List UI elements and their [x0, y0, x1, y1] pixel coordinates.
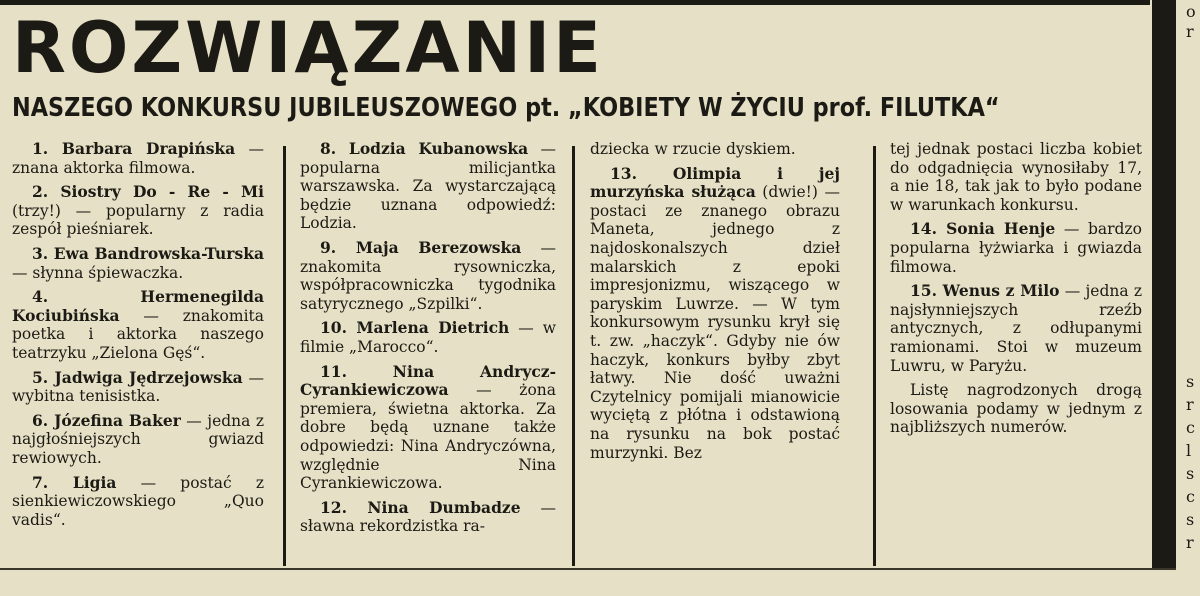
margin-letter: s — [1186, 464, 1195, 483]
answer-name: 5. Jadwiga Jędrzejowska — [32, 367, 243, 387]
answer-description: — słynna śpiewaczka. — [12, 263, 184, 282]
answer-name: 12. Nina Dumbadze — [320, 497, 521, 517]
answer-description: — postać z sienkiewiczowskiego „Quo vadis“. — [12, 473, 264, 529]
margin-letter: s — [1186, 510, 1195, 529]
column-divider — [283, 146, 286, 566]
column-4 — [890, 140, 1142, 570]
text-paragraph — [590, 140, 840, 159]
answer-entry — [890, 220, 1142, 276]
margin-letter: l — [1186, 441, 1192, 460]
column-divider — [572, 146, 575, 566]
answer-description: — jedna z najgłośniejszych gwiazd rewiowych. — [12, 411, 264, 467]
answer-description: (trzy!) — popularny z radia zespół pieśniarek. — [12, 201, 264, 239]
answer-name: 13. Olimpia i jej murzyńska służąca — [590, 163, 840, 202]
answer-description: — bardzo popularna łyżwiarka i gwiazda filmowa. — [890, 220, 1142, 276]
answer-description: tej jednak postaci liczba kobiet do odgadnięcia wynosiłaby 17, a nie 18, tak jak to było podane w warunkach konkursu. — [890, 140, 1142, 214]
text-paragraph — [890, 381, 1142, 437]
answer-description: — wybitna tenisistka. — [12, 368, 264, 406]
answer-entry — [12, 412, 264, 468]
answer-entry — [300, 363, 556, 493]
answer-entry — [12, 288, 264, 362]
answer-name: 2. Siostry Do - Re - Mi — [32, 182, 264, 202]
answer-description: — żona premiera, świetna aktorka. Za dobre będą uznane także odpowiedzi: Nina Andryczówna, względnie Nina Cyrankiewiczowa. — [300, 381, 556, 493]
answer-name: 3. Ewa Bandrowska-Turska — [32, 243, 264, 263]
answer-description: — w filmie „Marocco“. — [300, 319, 556, 356]
answer-name: 4. Hermenegilda Kociubińska — [12, 287, 264, 325]
answer-description: — sławna rekordzistka ra- — [300, 498, 556, 536]
answer-entry — [300, 239, 556, 313]
answer-name: 8. Lodzia Kubanowska — [320, 140, 529, 158]
margin-letter: r — [1186, 533, 1194, 552]
answer-entry — [12, 140, 264, 177]
answer-entry — [12, 183, 264, 239]
answer-name: 9. Maja Berezowska — [320, 237, 522, 257]
top-border — [0, 0, 1150, 5]
answer-name: 1. Barbara Drapińska — [32, 140, 236, 158]
answer-entry — [300, 499, 556, 536]
answer-description: (dwie!) — postaci ze znanego obrazu Maneta, jednego z najdoskonalszych dzieł malarskich z epoki impresjonizmu, wiszącego w paryskim Luwrze. — W tym konkursowym rysunku krył się t. zw. „haczyk“. Gdyby nie ów haczyk, konkurs byłby zbyt łatwy. Nie dość uważni Czytelnicy pomijali mianowicie wyciętą z płótna i odstawioną na rysunku na bok postać murzynki. Bez — [590, 183, 840, 462]
answer-description: — jedna z najsłynniejszych rzeźb antycznych, z odłupanymi ramionami. Stoi w muzeum Luwru, w Paryżu. — [890, 282, 1142, 375]
answer-name: 14. Sonia Henje — [910, 219, 1056, 239]
answer-entry — [590, 165, 840, 463]
page-title: ROZWIĄZANIE — [12, 7, 604, 89]
answer-name: 15. Wenus z Milo — [910, 281, 1060, 301]
answer-description: dziecka w rzucie dyskiem. — [590, 140, 796, 158]
answer-entry — [12, 369, 264, 406]
answer-description: — znana aktorka filmowa. — [12, 140, 264, 177]
page-subtitle: NASZEGO KONKURSU JUBILEUSZOWEGO pt. „KOBIETY W ŻYCIU prof. FILUTKA“ — [12, 93, 1000, 123]
margin-letter: c — [1186, 487, 1195, 506]
answer-entry — [300, 319, 556, 356]
answer-name: 11. Nina Andrycz-Cyrankiewiczowa — [300, 361, 556, 400]
answer-name: 10. Marlena Dietrich — [320, 318, 510, 338]
margin-letter: s — [1186, 372, 1195, 391]
answer-entry — [300, 140, 556, 233]
answer-description: — popularna milicjantka warszawska. Za wystarczającą będzie uznana odpowiedź: Lodzia. — [300, 140, 556, 233]
column-1 — [12, 140, 264, 570]
text-paragraph — [890, 140, 1142, 214]
column-3 — [590, 140, 840, 570]
answer-name: 7. Ligia — [32, 472, 117, 492]
answer-entry — [890, 282, 1142, 375]
answer-entry — [12, 474, 264, 530]
margin-letter: r — [1186, 22, 1194, 41]
margin-letter: c — [1186, 418, 1195, 437]
margin-letter: r — [1186, 395, 1194, 414]
answer-entry — [12, 245, 264, 282]
right-black-bar — [1152, 0, 1176, 568]
column-2 — [300, 140, 556, 570]
column-divider — [873, 146, 876, 566]
answer-description: — znakomita poetka i aktorka naszego teatrzyku „Zielona Gęś“. — [12, 306, 264, 362]
answer-description: — znakomita rysowniczka, współpracowniczka tygodnika satyrycznego „Szpilki“. — [300, 238, 556, 313]
answer-description: Listę nagrodzonych drogą losowania podamy w jednym z najbliższych numerów. — [890, 381, 1142, 437]
margin-letter: o — [1186, 2, 1196, 21]
answer-name: 6. Józefina Baker — [32, 410, 181, 430]
